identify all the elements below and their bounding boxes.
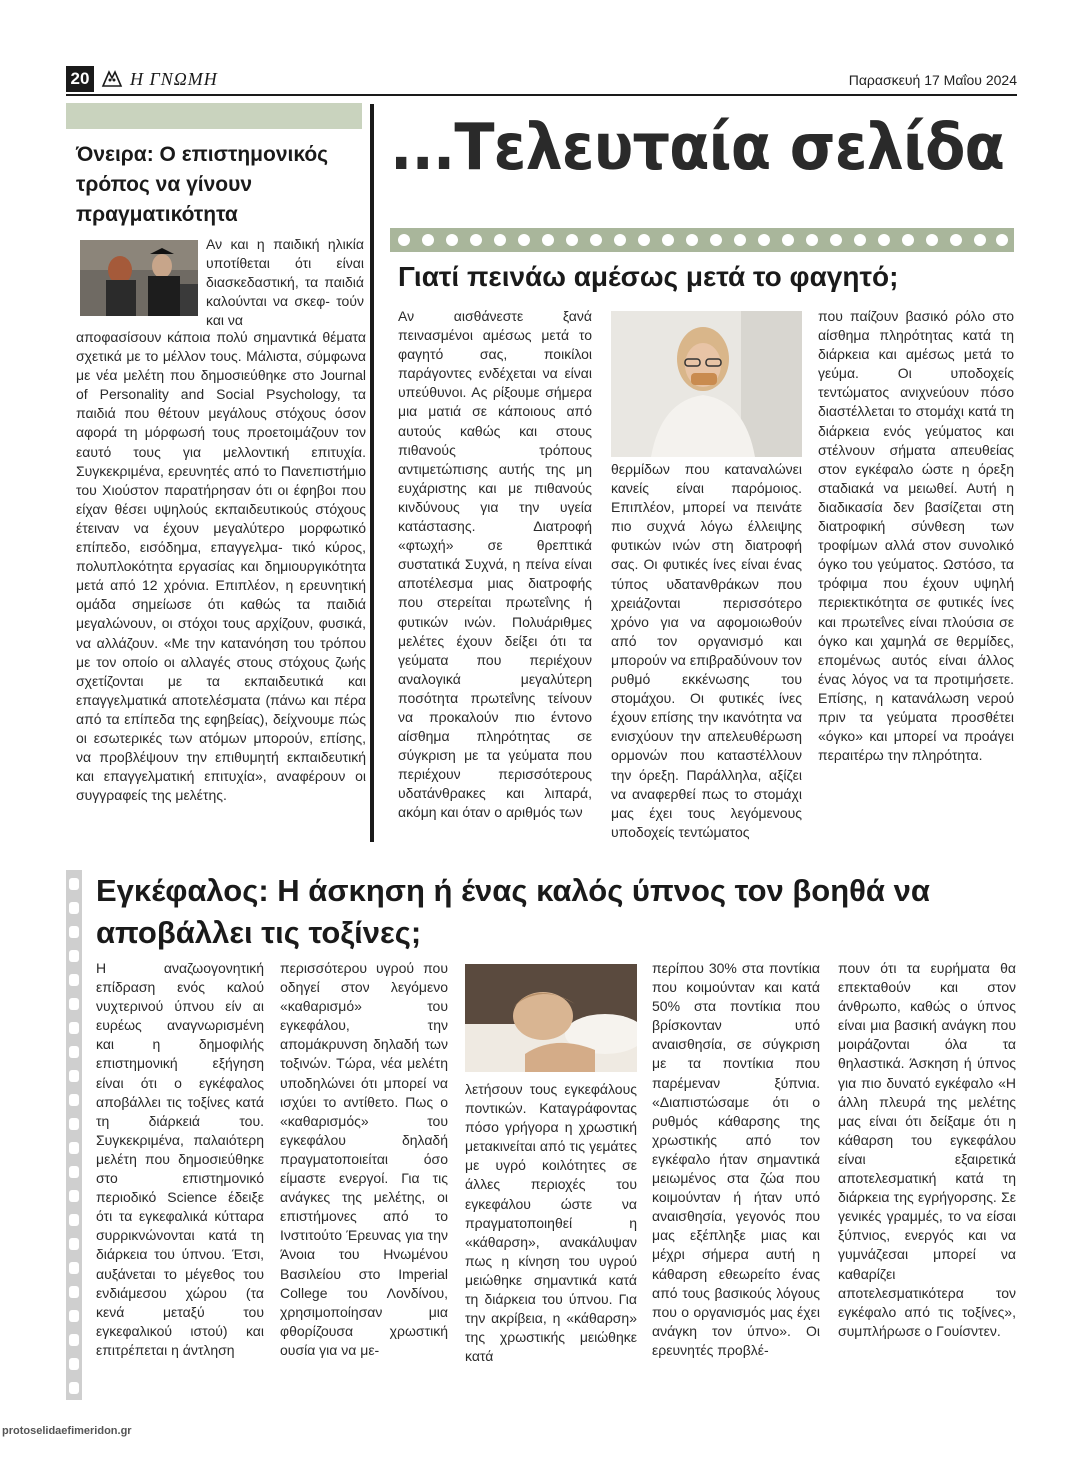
- woman-eating-photo: [611, 311, 802, 457]
- owl-logo-icon: [100, 68, 124, 90]
- dreams-intro: Αν και η παιδική ηλικία υποτίθεται ότι είναι διασκεδαστική, τα παιδιά καλούνται να σκεφ- τούν και να: [206, 236, 364, 329]
- brain-column-4: περίπου 30% στα ποντίκια που κοιμούνταν και κατά 50% στα ποντίκια που βρίσκονταν υπό αναισθησία, σε σύγκριση με τα ποντίκια που παρέμεναν ξύπνια. «Διαπιστώσαμε ότι ο ρυθμός κάθαρσης της χρωστικής από τον εγκέφαλο ήταν σημαντικά μειωμένος στα ζώα που κοιμούνταν ή ήταν υπό αναισθησία, γεγονός που μας εξέπληξε μιας και μέχρι σήμερα αυτή η κάθαρση εθεωρείτο ένας από τους βασικούς λόγους που ο οργανισμός μας έχει ανάγκη τον ύπνο». Οι ερευνητές προβλέ-: [652, 960, 820, 1358]
- column-divider: [370, 104, 374, 842]
- brain-column-2: περισσότερου υγρού που οδηγεί στον λεγόμενο «καθαρισμό» του εγκεφάλου, την απομάκρυνση δηλαδή των τοξινών. Τώρα, νέα μελέτη υποδηλώνει ότι μπορεί να ισχύει το αντίθετο. Πως ο «καθαρισμός» του εγκεφάλου δηλαδή πραγματοποιείται όσο είμαστε ενεργοί. Για τις ανάγκες της μελέτης, οι επιστήμονες από το Ινστιτούτο Έρευνας για την Άνοια του Ηνωμένου Βασιλείου στο Imperial College του Λονδίνου, χρησιμοποίησαν μια φθορίζουσα χρωστική ουσία για να με-: [280, 960, 448, 1358]
- hunger-column-1: Αν αισθάνεστε ξανά πεινασμένοι αμέσως μετά το φαγητό σας, ποικίλοι παράγοντες ενδέχεται να είναι υπεύθυνοι. Ας ρίξουμε σήμερα μια ματιά σε κάποιους από αυτούς καθώς και στους πιθανούς τρόπους αντιμετώπισης αυτής της μη ευχάριστης και με πιθανούς κινδύνους για την υγεία κατάστασης. Διατροφή «φτωχή» σε θρεπτικά συστατικά Συχνά, η πείνα είναι αποτέλεσμα μιας διατροφής που στερείται πρωτεΐνης ή φυτικών ινών. Πολυάριθμες μελέτες έχουν δείξει ότι τα γεύματα που περιέχουν αναλογικά μεγαλύτερη ποσότητα πρωτεΐνης τείνουν να προκαλούν πιο έντονο αίσθημα πληρότητας σε σύγκριση με τα γεύματα που περιέχουν περισσότερους υδατάνθρακες και λιπαρά, ακόμη και όταν ο αριθμός των: [398, 308, 592, 821]
- brain-column-3: λετήσουν τους εγκεφάλους ποντικών. Καταγράφοντας πόσο γρήγορα η χρωστική μετακινείται από τις γεμάτες με υγρό κοιλότητες σε άλλες περιοχές του εγκεφάλου ώστε να πραγματοποιηθεί η «κάθαρση», ανακάλυψαν πως η κίνηση του υγρού μειώθηκε σημαντικά κατά τη διάρκεια του ύπνου. Για την ακρίβεια, η «κάθαρση» της χρωστικής μειώθηκε κατά: [465, 1081, 637, 1365]
- brain-column-1: Η αναζωογονητική επίδραση ενός καλού νυχτερινού ύπνου είν αι ευρέως αναγνωρισμένη και η δημοφιλής επιστημονική εξήγηση είναι ότι ο εγκέφαλος αποβάλλει τις τοξίνες κατά τη διάρκειά του. Συγκεκριμένα, παλαιότερη μελέτη που δημοσιεύθηκε στο επιστημονικό περιοδικό Science έδειξε ότι τα εγκεφαλικά κύτταρα συρρικνώνονται κατά τη διάρκεια του ύπνου. Έτσι, αυξάνεται το μέγεθος του ενδιάμεσου χώρου (τα κενά μεταξύ του εγκεφαλικού ιστού) και επιτρέπεται η άντληση: [96, 960, 264, 1358]
- graduation-photo: [80, 240, 198, 316]
- filmstrip-decoration: [66, 870, 82, 1400]
- masthead: [100, 66, 218, 92]
- dreams-body: αποφασίσουν κάποια πολύ σημαντικά θέματα σχετικά με το μέλλον τους. Μάλιστα, σύμφωνα με νέα μελέτη που δημοσιεύθηκε στο Journal of Personality and Social Psychology, τα παιδιά που θέτουν μεγάλους στόχους όσον αφορά τη μόρφωσή τους προετοιμάζουν τον εαυτό τους για μελλοντική επιτυχία. Συγκεκριμένα, ερευνητές από το Πανεπιστήμιο του Χιούστον παρατήρησαν ότι οι έφηβοι που είχαν θέσει υψηλούς εκπαιδευτικούς στόχους έτειναν να έχουν μεγαλύτερο μορφωτικό επίπεδο, εισόδημα, επαγγελμα- τικό κύρος, πολυπλοκότητα εργασίας και δημιουργικότητα μετά από 12 χρόνια. Επιπλέον, η ερευνητική ομάδα σημείωσε ότι καθώς τα παιδιά μεγαλώνουν, οι στόχοι τους αρχίζουν, φυσικά, να αλλάζουν. «Με την κατανόηση του τρόπου με τον οποίο οι αλλαγές στους στόχους ζωής σχετίζονται με τα εκπαιδευτικά και επαγγελματικά αποτελέσματα (πάνω και πέρα από τα επίπεδα της εφηβείας), δείχνουμε πώς οι εσωτερικές των ατόμων μπορούν, επίσης, να προβλέψουν την επιθυμητή εκπαιδευτική και επαγγελματική επιτυχία», αναφέρουν οι συγγραφείς της μελέτης.: [76, 329, 366, 804]
- sleeping-woman-photo: [465, 964, 637, 1072]
- hunger-column-3: που παίζουν βασικό ρόλο στο αίσθημα πληρότητας κατά τη διάρκεια και αμέσως μετά το γεύμα. Οι υποδοχείς τεντώματος ανιχνεύουν πόσο διαστέλλεται το στομάχι κατά τη διάρκεια ενός γεύματος και στέλνουν σήματα απευθείας στον εγκέφαλο ώστε η όρεξη σταδιακά να μειωθεί. Αυτή η διαδικασία δεν βασίζεται στη διατροφική σύνθεση των τροφίμων αλλά στον συνολικό όγκο του γεύματος. Ωστόσο, τα τρόφιμα που έχουν υψηλή περιεκτικότητα σε φυτικές ίνες και πρωτεΐνες είναι πλούσια σε όγκο και χαμηλά σε θερμίδες, επομένως αυτός είναι άλλος ένας λόγος να τα προτιμήσετε. Επίσης, η κατανάλωση νερού πριν τα γεύματα προσθέτει «όγκο» και μπορεί να προάγει περαιτέρω την πληρότητα.: [818, 308, 1014, 764]
- issue-date: Παρασκευή 17 Μαΐου 2024: [848, 72, 1017, 88]
- hunger-column-2: θερμίδων που καταναλώνει κανείς είναι παρόμοιος. Επιπλέον, μπορεί να πεινάτε πιο συχνά λόγω έλλειψης φυτικών ινών στη διατροφή σας. Οι φυτικές ίνες είναι ένας τύπος υδατανθράκων που χρειάζονται περισσότερο χρόνο για να αφομοιωθούν από τον οργανισμό και μπορούν να επιβραδύνουν τον ρυθμό εκκένωσης του στομάχου. Οι φυτικές ίνες έχουν επίσης την ικανότητα να ενισχύουν την απελευθέρωση ορμονών που καταστέλλουν την όρεξη. Παράλληλα, αξίζει να αναφερθεί πως το στομάχι μας έχει τους λεγόμενους υποδοχείς τεντώματος: [611, 461, 802, 840]
- watermark: protoselidaefimeridon.gr: [0, 1424, 150, 1438]
- left-accent-band: [66, 103, 362, 129]
- brain-column-5: πουν ότι τα ευρήματα θα επεκταθούν και στον άνθρωπο, καθώς ο ύπνος είναι μια βασική ανάγκη που μοιράζονται όλα τα θηλαστικά. Άσκηση ή ύπνος για πιο δυνατό εγκέφαλο «Η άλλη πλευρά της μελέτης μας είναι ότι δείξαμε ότι η κάθαρση του εγκεφάλου είναι εξαιρετικά αποτελεσματική κατά τη διάρκεια της εγρήγορσης. Σε γενικές γραμμές, το να είσαι ξύπνιος, ενεργός και να γυμνάζεσαι μπορεί να καθαρίζει αποτελεσματικότερα τον εγκέφαλο από τις τοξίνες», συμπλήρωσε ο Γουίσντεν.: [838, 960, 1016, 1339]
- dotted-band: [390, 228, 1014, 252]
- masthead-name: Η ΓΝΩΜΗ: [130, 68, 218, 89]
- header-rule: [66, 94, 1017, 96]
- hunger-headline: Γιατί πεινάω αμέσως μετά το φαγητό;: [398, 261, 899, 292]
- dreams-headline: Όνειρα: Ο επιστημονικός τρόπος να γίνουν πραγματικότητα: [76, 143, 329, 226]
- brain-headline: Εγκέφαλος: Η άσκηση ή ένας καλός ύπνος τον βοηθά να αποβάλλει τις τοξίνες;: [96, 873, 930, 950]
- page-number: 20: [66, 66, 94, 92]
- section-title: ...Τελευταία σελίδα: [390, 111, 1005, 185]
